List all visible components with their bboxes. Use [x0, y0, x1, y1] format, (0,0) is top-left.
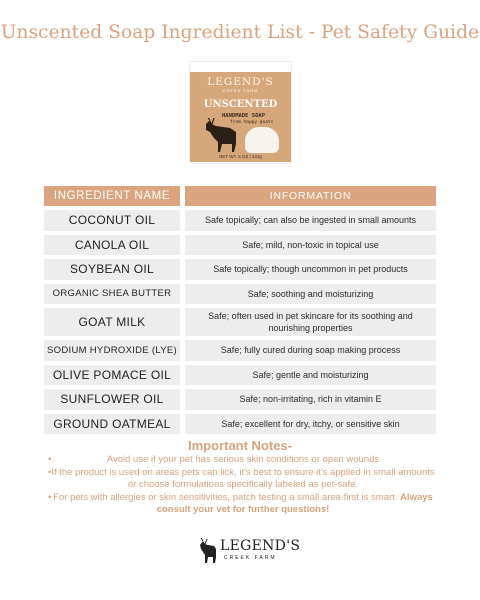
box-net-weight: NET WT. 5 OZ | 141g [219, 154, 262, 159]
table-row [44, 308, 436, 336]
ingredient-info: Safe; non-irritating, rich in vitamin E [185, 389, 436, 410]
table-row [44, 210, 436, 231]
table-row [44, 259, 436, 280]
box-line1: HANDMADE SOAP [222, 113, 266, 119]
table-row [44, 414, 436, 435]
logo-text: LEGEND'S [220, 538, 301, 554]
footer-logo [196, 537, 301, 567]
ingredient-table [44, 182, 436, 438]
bullet-icon: • [48, 454, 52, 465]
note-text: If the product is used on areas pets can lick, it's best to ensure it's applied in small amounts or choose formulations specifically labeled as pet-safe. [51, 466, 435, 490]
box-scent: UNSCENTED [203, 99, 278, 110]
soap-box [190, 72, 291, 162]
ingredient-info: Safe; soothing and moisturizing [185, 284, 436, 305]
soap-window [245, 127, 279, 153]
list-item [44, 467, 436, 492]
box-brand: LEGEND'S [207, 76, 274, 88]
ingredient-info: Safe topically; can also be ingested in small amounts [185, 210, 436, 231]
box-line2: from happy goats [230, 120, 274, 125]
ingredient-name: ORGANIC SHEA BUTTER [44, 284, 180, 305]
header-ingredient-name: INGREDIENT NAME [44, 186, 180, 206]
table-row [44, 389, 436, 410]
bullet-icon: • [48, 466, 52, 478]
logo-sub: CREEK FARM [224, 555, 277, 561]
notes-title: Important Notes- [188, 438, 292, 453]
product-image [190, 62, 291, 163]
table-header-row [44, 186, 436, 206]
ingredient-name: GOAT MILK [44, 308, 180, 336]
ingredient-info: Safe; excellent for dry, itchy, or sensitive skin [185, 414, 436, 435]
ingredient-info: Safe topically; though uncommon in pet products [185, 259, 436, 280]
ingredient-info: Safe; gentle and moisturizing [185, 365, 436, 386]
bullet-icon: • [48, 491, 52, 503]
ingredient-info: Safe; mild, non-toxic in topical use [185, 235, 436, 256]
header-information: INFORMATION [185, 186, 436, 206]
table-row [44, 365, 436, 386]
page-title: Unscented Soap Ingredient List - Pet Safety Guide [0, 22, 480, 43]
table-row [44, 284, 436, 305]
note-text: For pets with allergies or skin sensitivities, patch testing a small area first is smart. [53, 491, 398, 503]
ingredient-name: COCONUT OIL [44, 210, 180, 231]
ingredient-name: SUNFLOWER OIL [44, 389, 180, 410]
goat-logo-icon [196, 537, 220, 565]
table-row [44, 235, 436, 256]
ingredient-name: OLIVE POMACE OIL [44, 365, 180, 386]
table-row [44, 340, 436, 361]
list-item [44, 492, 436, 517]
ingredient-info: Safe; fully cured during soap making process [185, 340, 436, 361]
goat-icon [200, 118, 244, 154]
note-emphasis: Always consult your vet for further questions! [156, 491, 433, 515]
notes-list [44, 454, 436, 517]
ingredient-name: GROUND OATMEAL [44, 414, 180, 435]
ingredient-name: SODIUM HYDROXIDE (LYE) [44, 340, 180, 361]
ingredient-info: Safe; often used in pet skincare for its soothing and nourishing properties [185, 308, 436, 336]
box-brand-sub: CREEK FARM [222, 88, 259, 93]
list-item [44, 454, 436, 467]
ingredient-name: SOYBEAN OIL [44, 259, 180, 280]
note-text: Avoid use if your pet has serious skin conditions or open wounds [106, 454, 380, 465]
ingredient-name: CANOLA OIL [44, 235, 180, 256]
